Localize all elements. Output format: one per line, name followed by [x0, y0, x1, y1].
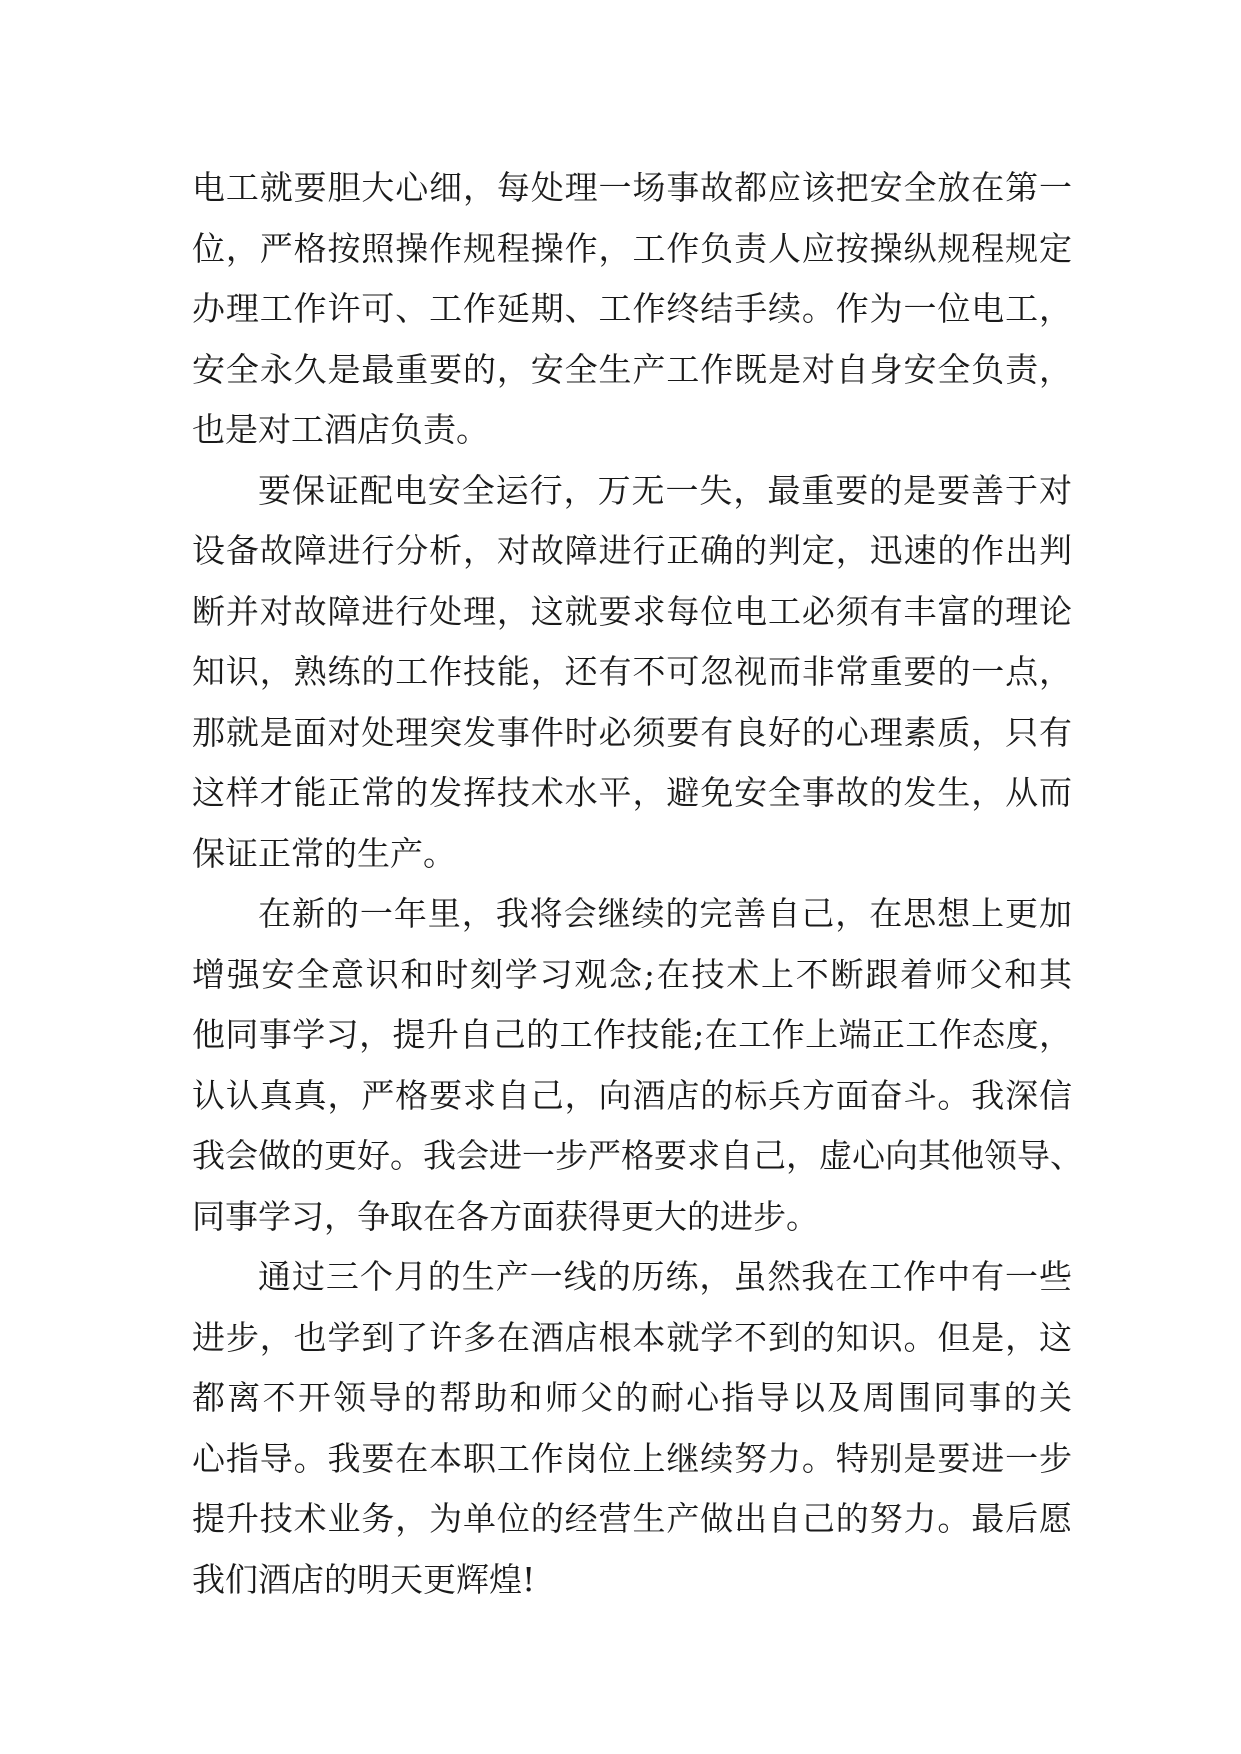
paragraph-4-line-6: 我们酒店的明天更辉煌!: [192, 1559, 536, 1599]
paragraph-2-line-3: 断并对故障进行处理，这就要求每位电工必须有丰富的理论: [192, 591, 1072, 631]
paragraph-4-line-3: 都离不开领导的帮助和师父的耐心指导以及周围同事的关: [192, 1378, 1072, 1417]
paragraph-2-line-4: 知识，熟练的工作技能，还有不可忽视而非常重要的一点，: [192, 652, 1072, 691]
paragraph-1-line-3: 办理工作许可、工作延期、工作终结手续。作为一位电工，: [192, 289, 1072, 328]
paragraph-3-line-6: 同事学习，争取在各方面获得更大的进步。: [192, 1196, 819, 1236]
paragraph-4-line-5: 提升技术业务，为单位的经营生产做出自己的努力。最后愿: [192, 1499, 1072, 1538]
paragraph-2-line-2: 设备故障进行分析，对故障进行正确的判定，迅速的作出判: [192, 531, 1072, 570]
paragraph-1-line-1: 电工就要胆大心细，每处理一场事故都应该把安全放在第一: [192, 168, 1072, 207]
paragraph-3-line-1: 在新的一年里，我将会继续的完善自己，在思想上更加: [258, 894, 1072, 933]
paragraph-1-line-2: 位，严格按照操作规程操作，工作负责人应按操纵规程规定: [192, 228, 1072, 268]
paragraph-2-line-1: 要保证配电安全运行，万无一失，最重要的是要善于对: [258, 470, 1072, 510]
paragraph-1-line-4: 安全永久是最重要的，安全生产工作既是对自身安全负责，: [192, 349, 1072, 389]
paragraph-3-line-2: 增强安全意识和时刻学习观念;在技术上不断跟着师父和其: [192, 954, 1072, 994]
paragraph-4-line-2: 进步，也学到了许多在酒店根本就学不到的知识。但是，这: [192, 1317, 1072, 1357]
paragraph-3-line-3: 他同事学习，提升自己的工作技能;在工作上端正工作态度，: [192, 1015, 1072, 1054]
paragraph-4-line-1: 通过三个月的生产一线的历练，虽然我在工作中有一些: [258, 1257, 1072, 1296]
paragraph-3-line-5: 我会做的更好。我会进一步严格要求自己，虚心向其他领导、: [192, 1136, 1083, 1175]
paragraph-2-line-7: 保证正常的生产。: [192, 833, 456, 873]
paragraph-1-line-5: 也是对工酒店负责。: [192, 410, 489, 449]
body-text: [192, 158, 1083, 1610]
paragraph-3-line-4: 认认真真，严格要求自己，向酒店的标兵方面奋斗。我深信: [192, 1075, 1072, 1115]
paragraph-4-line-4: 心指导。我要在本职工作岗位上继续努力。特别是要进一步: [192, 1438, 1072, 1478]
paragraph-2-line-5: 那就是面对处理突发事件时必须要有良好的心理素质，只有: [192, 712, 1072, 752]
paragraph-2-line-6: 这样才能正常的发挥技术水平，避免安全事故的发生，从而: [192, 773, 1072, 812]
